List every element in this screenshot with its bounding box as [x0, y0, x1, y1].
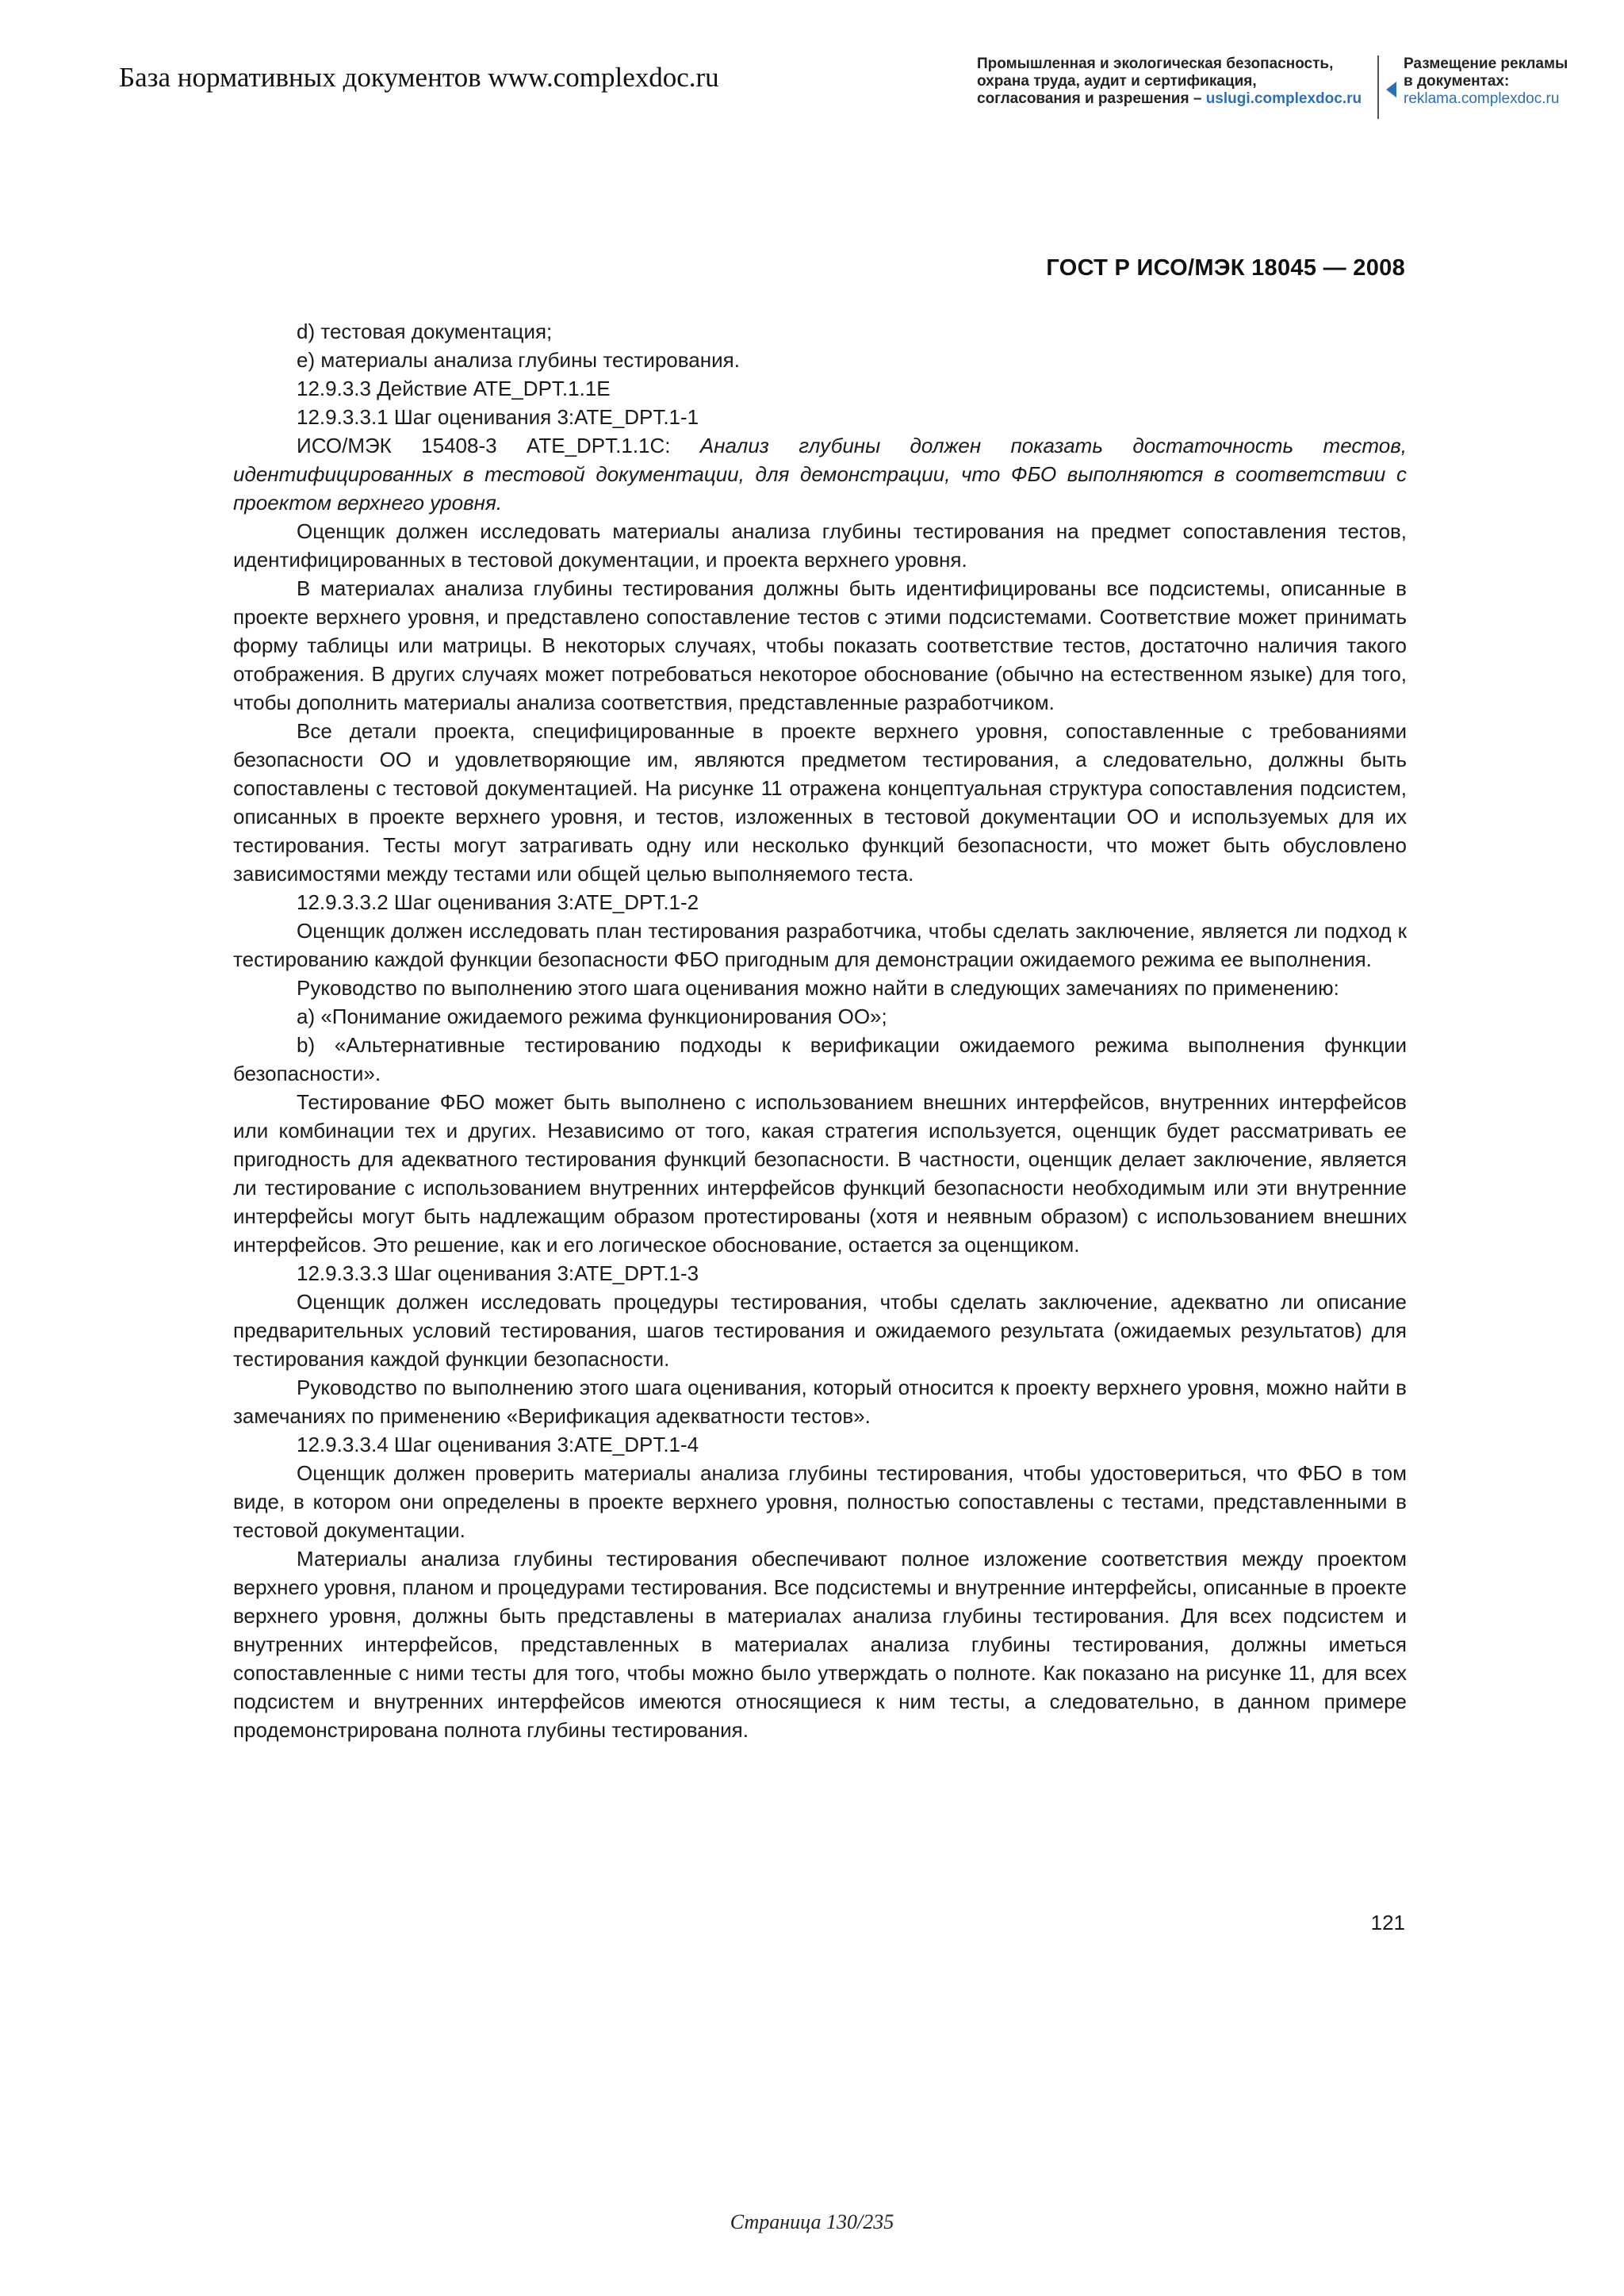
arrow-left-icon: [1386, 82, 1396, 98]
services-text: согласования и разрешения –: [977, 90, 1206, 107]
paragraph: Оценщик должен исследовать план тестирования разработчика, чтобы сделать заключение, является ли подход к тестированию каждой функции безопасности ФБО пригодным для демонстрации ожидаемого режима ее выполнения.: [233, 919, 1407, 971]
paragraph: Тестирование ФБО может быть выполнено с использованием внешних интерфейсов, внутренних интерфейсов или комбинации тех и других. Независимо от того, какая стратегия используется, оценщик будет рассматривать ее пригодность для адекватного тестирования функций безопасности. В частности, оценщик делает заключение, является ли тестирование с использованием внутренних интерфейсов функций безопасности необходимым или эти внутренние интерфейсы могут быть надлежащим образом протестированы (хотя и неявным образом) с использованием внешних интерфейсов. Это решение, как и его логическое обоснование, остается за оценщиком.: [233, 1090, 1407, 1257]
site-header: [0, 0, 1624, 135]
paragraph: 12.9.3.3.3 Шаг оценивания 3:ATE_DPT.1-3: [297, 1261, 699, 1285]
document-code: ГОСТ Р ИСО/МЭК 18045 — 2008: [1046, 255, 1405, 281]
paragraph: 12.9.3.3 Действие ATE_DPT.1.1E: [297, 377, 611, 400]
paragraph: Все детали проекта, специфицированные в проекте верхнего уровня, сопоставленные с требованиями безопасности ОО и удовлетворяющие им, являются предметом тестирования, а следовательно, должны быть сопоставлены с тестовой документацией. На рисунке 11 отражена концептуальная структура сопоставления подсистем, описанных в проекте верхнего уровня, и тестов, изложенных в тестовой документации ОО и используемых для их тестирования. Тесты могут затрагивать одну или несколько функций безопасности, что может быть обусловлено зависимостями между тестами или общей целью выполняемого теста.: [233, 719, 1407, 886]
ads-line: Размещение рекламы: [1404, 55, 1568, 72]
ads-line: в документах:: [1404, 73, 1510, 90]
paragraph: В материалах анализа глубины тестирования должны быть идентифицированы все подсистемы, описанные в проекте верхнего уровня, и представлено сопоставление тестов с этими подсистемами. Соответствие может принимать форму таблицы или матрицы. В некоторых случаях, чтобы показать соответствие тестов, достаточно наличия такого отображения. В других случаях может потребоваться некоторое обоснование (обычно на естественном языке) для того, чтобы дополнить материалы анализа соответствия, представленные разработчиком.: [233, 576, 1407, 714]
page-footer: Страница 130/235: [730, 2210, 894, 2233]
paragraph: Материалы анализа глубины тестирования обеспечивают полное изложение соответствия между проектом верхнего уровня, планом и процедурами тестирования. Все подсистемы и внутренние интерфейсы, описанные в проекте верхнего уровня, должны быть представлены в материалах анализа глубины тестирования. Для всех подсистем и внутренних интерфейсов, представленных в материалах анализа глубины тестирования, должны иметься сопоставленные с ними тесты для того, чтобы можно было утверждать о полноте. Как показано на рисунке 11, для всех подсистем и внутренних интерфейсов имеются относящиеся к ним тесты, а следовательно, в данном примере продемонстрирована полнота глубины тестирования.: [233, 1547, 1407, 1742]
services-line: [977, 90, 1373, 108]
paragraph: a) «Понимание ожидаемого режима функционирования ОО»;: [297, 1004, 887, 1028]
paragraph: 12.9.3.3.1 Шаг оценивания 3:ATE_DPT.1-1: [297, 405, 699, 429]
page-number: 121: [1370, 1911, 1405, 1934]
paragraph: b) «Альтернативные тестированию подходы к верификации ожидаемого режима выполнения функции безопасности».: [233, 1033, 1407, 1085]
paragraph: 12.9.3.3.4 Шаг оценивания 3:ATE_DPT.1-4: [297, 1433, 699, 1456]
iso-reference-text: Анализ глубины должен показать достаточность тестов, идентифицированных в тестовой документации, для демонстрации, что ФБО выполняются в соответствии с проектом верхнего уровня.: [233, 434, 1407, 515]
paragraph: 12.9.3.3.2 Шаг оценивания 3:ATE_DPT.1-2: [297, 890, 699, 914]
ads-link[interactable]: reklama.complexdoc.ru: [1404, 90, 1560, 107]
paragraph: Руководство по выполнению этого шага оценивания можно найти в следующих замечаниях по применению:: [297, 976, 1339, 1000]
ads-block: [1404, 55, 1594, 108]
paragraph: Оценщик должен исследовать процедуры тестирования, чтобы сделать заключение, адекватно ли описание предварительных условий тестирования, шагов тестирования и ожидаемого результата (ожидаемых результатов) для тестирования каждой функции безопасности.: [233, 1290, 1407, 1371]
iso-reference-prefix: ИСО/МЭК 15408-3 ATE_DPT.1.1C:: [297, 434, 700, 457]
services-link[interactable]: uslugi.complexdoc.ru: [1205, 90, 1362, 107]
iso-reference: [233, 431, 1407, 517]
header-divider: [1377, 55, 1379, 119]
paragraph: Оценщик должен исследовать материалы анализа глубины тестирования на предмет сопоставления тестов, идентифицированных в тестовой документации, и проекта верхнего уровня.: [233, 519, 1407, 572]
document-body: [233, 317, 1407, 1744]
site-title[interactable]: База нормативных документов www.complexdoc.ru: [119, 62, 719, 93]
paragraph: d) тестовая документация;: [297, 320, 553, 343]
services-line: Промышленная и экологическая безопасность,: [977, 55, 1334, 72]
paragraph: e) материалы анализа глубины тестирования.: [297, 348, 740, 372]
services-line: охрана труда, аудит и сертификация,: [977, 73, 1257, 90]
services-block: [977, 55, 1373, 108]
paragraph: Руководство по выполнению этого шага оценивания, который относится к проекту верхнего уровня, можно найти в замечаниях по применению «Верификация адекватности тестов».: [233, 1376, 1407, 1428]
paragraph: Оценщик должен проверить материалы анализа глубины тестирования, чтобы удостовериться, что ФБО в том виде, в котором они определены в проекте верхнего уровня, полностью сопоставлены с тестами, представленными в тестовой документации.: [233, 1461, 1407, 1542]
